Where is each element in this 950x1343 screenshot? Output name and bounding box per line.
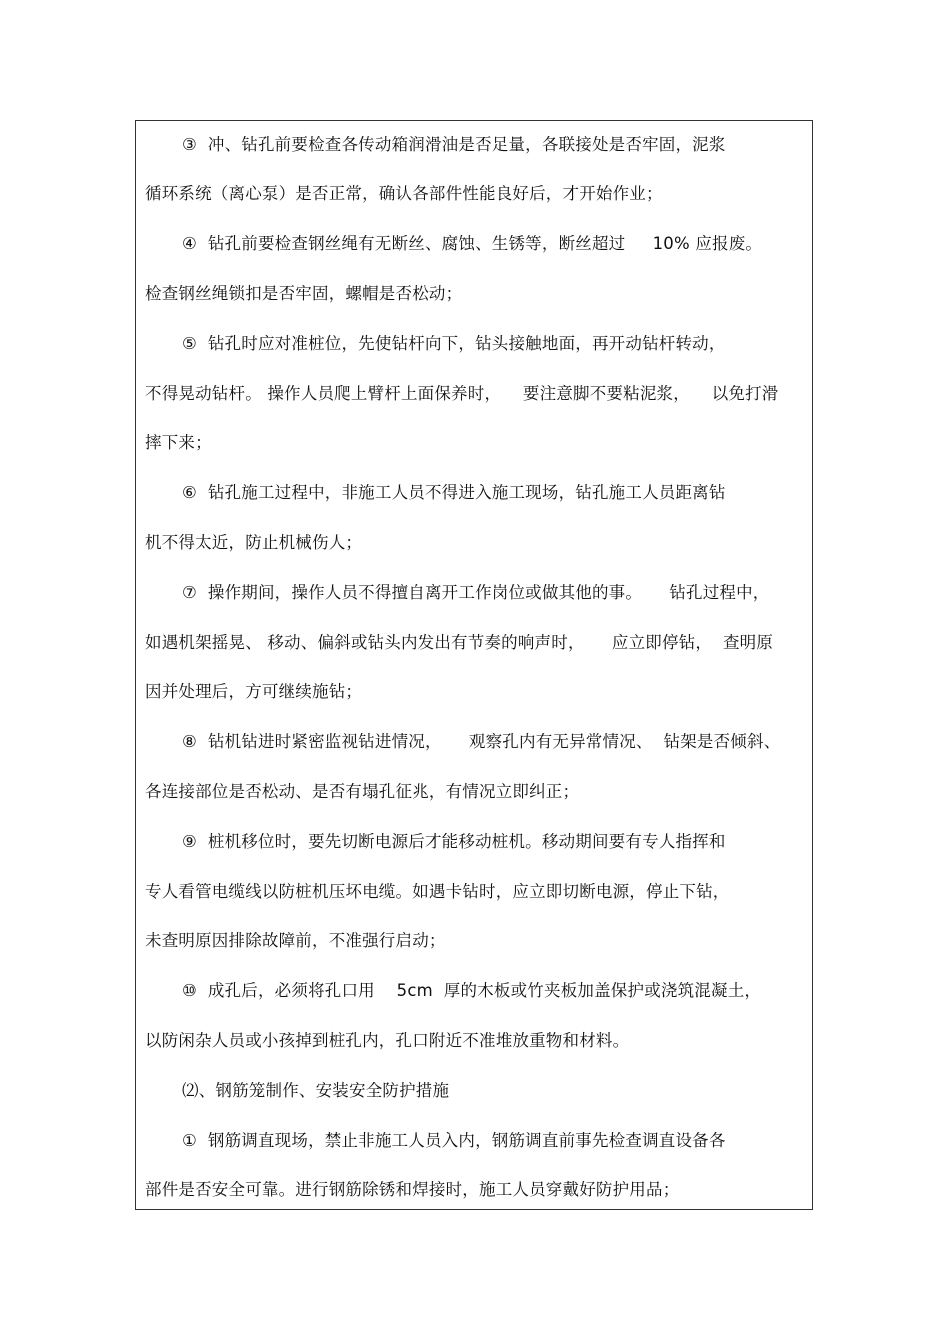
text-line: 不得晃动钻杆。 操作人员爬上臂杆上面保养时， 要注意脚不要粘泥浆， 以免打滑	[145, 384, 779, 403]
text-line: ⑦ 操作期间，操作人员不得擅自离开工作岗位或做其他的事。 钻孔过程中，	[182, 583, 770, 602]
text-line: ⑨ 桩机移位时，要先切断电源后才能移动桩机。移动期间要有专人指挥和	[182, 832, 726, 851]
text-line: 机不得太近，防止机械伤人；	[145, 533, 363, 552]
text-line: ⑤ 钻孔时应对准桩位，先使钻杆向下，钻头接触地面，再开动钻杆转动，	[182, 334, 726, 353]
text-line: ③ 冲、钻孔前要检查各传动箱润滑油是否足量，各联接处是否牢固，泥浆	[182, 135, 726, 154]
text-line: 部件是否安全可靠。进行钢筋除锈和焊接时，施工人员穿戴好防护用品；	[145, 1180, 680, 1199]
text-line: ① 钢筋调直现场，禁止非施工人员入内，钢筋调直前事先检查调直设备各	[182, 1131, 726, 1150]
section-heading: ⑵、钢筋笼制作、安装安全防护措施	[182, 1081, 450, 1100]
text-line: 未查明原因排除故障前，不准强行启动；	[145, 931, 446, 950]
text-line: ⑥ 钻孔施工过程中，非施工人员不得进入施工现场，钻孔施工人员距离钻	[182, 483, 726, 502]
text-line: 以防闲杂人员或小孩掉到桩孔内，孔口附近不准堆放重物和材料。	[145, 1031, 630, 1050]
text-line: ⑩ 成孔后，必须将孔口用 5cm 厚的木板或竹夹板加盖保护或浇筑混凝土，	[182, 981, 762, 1000]
text-line: 摔下来；	[145, 433, 212, 452]
text-line: 专人看管电缆线以防桩机压坏电缆。如遇卡钻时，应立即切断电源，停止下钻，	[145, 882, 730, 901]
text-line: 各连接部位是否松动、是否有塌孔征兆，有情况立即纠正；	[145, 782, 580, 801]
text-line: ④ 钻孔前要检查钢丝绳有无断丝、腐蚀、生锈等，断丝超过 10% 应报废。	[182, 234, 763, 253]
text-line: 因并处理后，方可继续施钻；	[145, 682, 363, 701]
text-line: 检查钢丝绳锁扣是否牢固，螺帽是否松动；	[145, 284, 463, 303]
text-line: ⑧ 钻机钻进时紧密监视钻进情况， 观察孔内有无异常情况、 钻架是否倾斜、	[182, 732, 781, 751]
text-line: 循环系统（离心泵）是否正常，确认各部件性能良好后，才开始作业；	[145, 184, 663, 203]
text-line: 如遇机架摇晃、 移动、偏斜或钻头内发出有节奏的响声时， 应立即停钻， 查明原	[145, 633, 774, 652]
